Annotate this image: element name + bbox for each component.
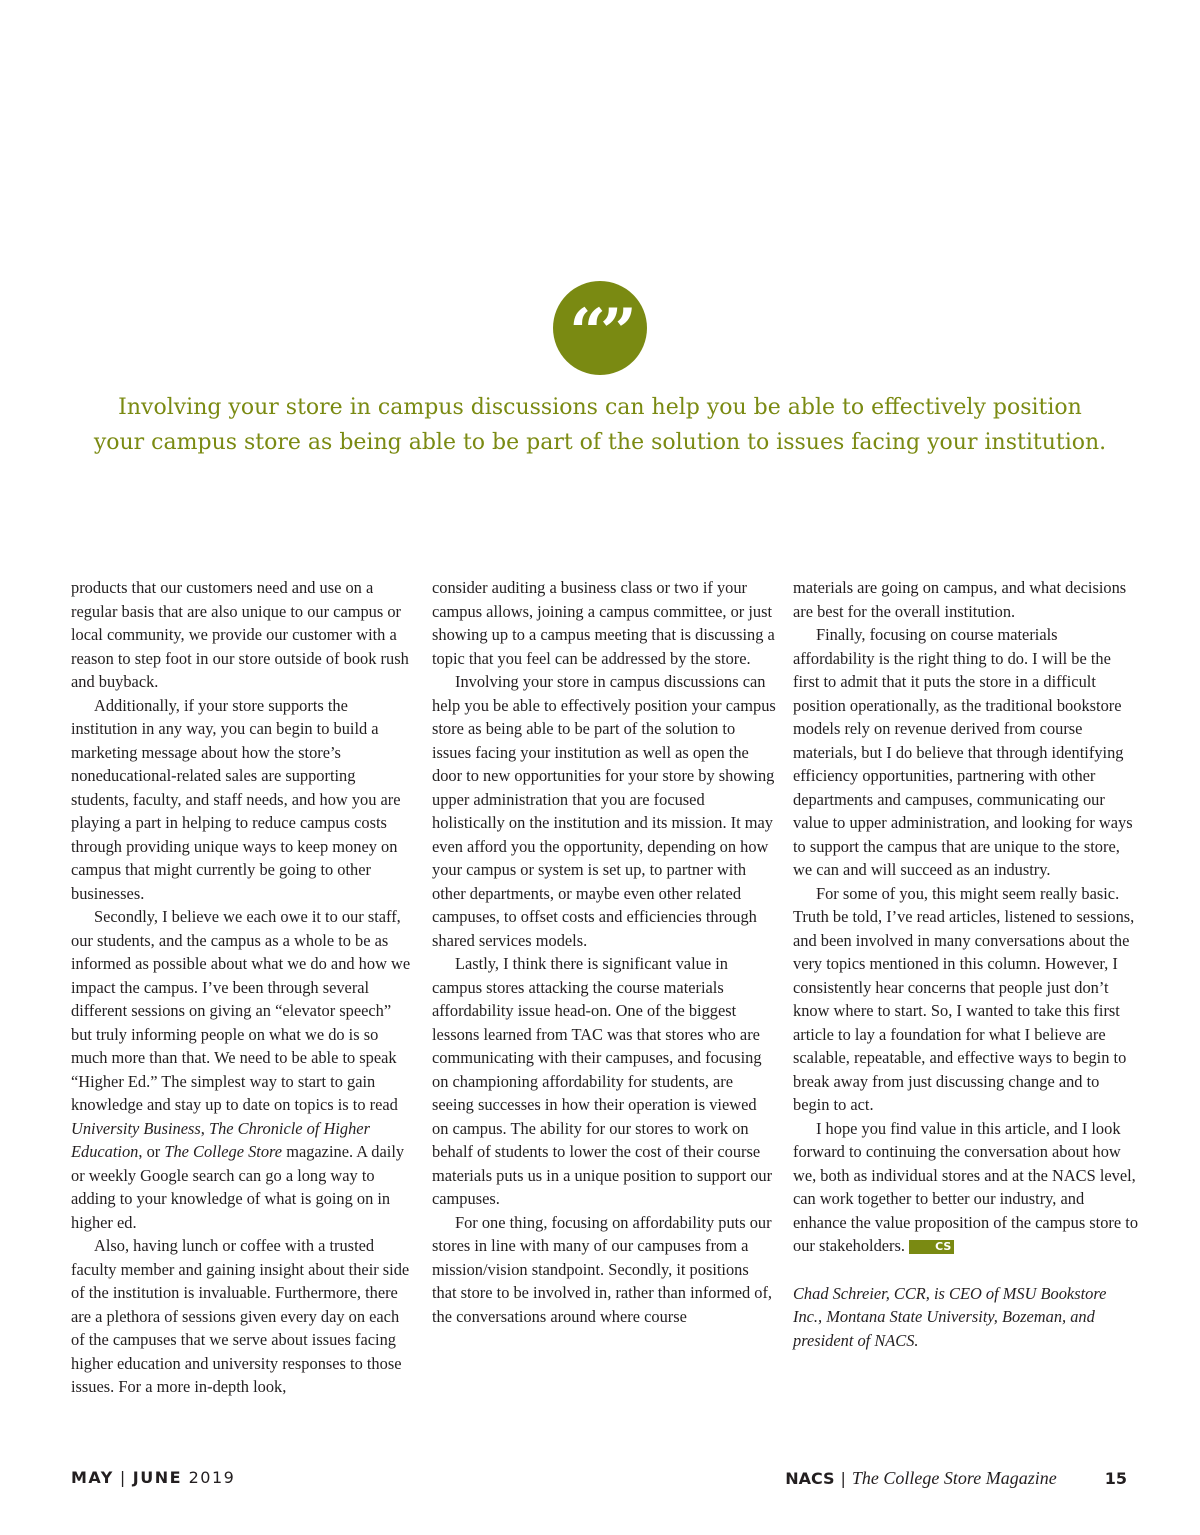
paragraph: products that our customers need and use on a regular basis that are also unique to our campus or local community, we provide our customer with a reason to step foot in our store outside of book rush and buyback. (71, 578, 409, 691)
text-run: magazine. A daily or weekly Google search can go a long way to adding to your knowledge of what is going on in higher ed. (71, 1142, 405, 1232)
paragraph: For one thing, focusing on affordability puts our stores in line with many of our campuses from a mission/vision standpoint. Secondly, it positions that store to be involved in, rather than informed of, the conversations around where course (432, 1212, 773, 1326)
issue-month-1: MAY (71, 1468, 114, 1487)
paragraph: Involving your store in campus discussions can help you be able to effectively position your campus store as being able to be part of the solution to issues facing your institution as well as open the door to new opportunities for your store by showing upper administration that you are focused holistically on the institution and its mission. It may even afford you the opportunity, depending on how your campus or system is set up, to partner with other departments, or maybe even other related campuses, to offset costs and efficiencies through shared services models. (432, 672, 776, 950)
separator: | (840, 1469, 846, 1488)
paragraph: Finally, focusing on course materials affordability is the right thing to do. I will be the first to admit that it puts the store in a difficult position operationally, as the traditional bookstore models rely on revenue derived from course materials, but I do believe that through identifying efficiency opportunities, partnering with other departments and campuses, communicating our value to upper administration, and looking for ways to support the campus that are unique to the store, we can and will succeed as an industry. (793, 625, 1133, 879)
end-mark-badge: CS (909, 1240, 954, 1254)
publication-title: University Business (71, 1118, 201, 1138)
org-name: NACS (785, 1469, 835, 1488)
issue-date (71, 1467, 235, 1489)
paragraph (71, 905, 416, 1234)
article-column-3 (793, 576, 1138, 1352)
article-column-2 (432, 576, 777, 1328)
text-run: I hope you find value in this article, and I look forward to continuing the conversation about how we, both as individual stores and at the NACS level, can work together to better our industry, and enhance the value proposition of the campus store to our stakeholders. (793, 1118, 1139, 1255)
separator: | (119, 1468, 127, 1487)
paragraph: Lastly, I think there is significant value in campus stores attacking the course materials affordability issue head-on. One of the biggest lessons learned from TAC was that stores who are communicating with their campuses, and focusing on championing affordability for students, are seeing successes in how their operation is viewed on campus. The ability for our stores to work on behalf of students to lower the cost of their course materials puts us in a unique position to support our campuses. (432, 954, 773, 1208)
article-column-1 (71, 576, 416, 1399)
issue-month-2: JUNE (132, 1468, 183, 1487)
text-run: , (200, 1118, 209, 1138)
author-bio: Chad Schreier, CCR, is CEO of MSU Bookstore Inc., Montana State University, Bozeman, and president of NACS. (793, 1283, 1107, 1350)
paragraph: Also, having lunch or coffee with a trusted faculty member and gaining insight about their side of the institution is invaluable. Furthermore, there are a plethora of sessions given every day on each of the campuses that we serve about issues facing higher education and university responses to those issues. For a more in-depth look, (71, 1236, 410, 1396)
paragraph: Additionally, if your store supports the institution in any way, you can begin to build a marketing message about how the store’s noneducational-related sales are supporting students, faculty, and staff needs, and how you are playing a part in helping to reduce campus costs through providing unique ways to keep money on campus that might currently be going to other businesses. (71, 695, 401, 903)
pull-quote: Involving your store in campus discussions can help you be able to effectively position your campus store as being able to be part of the solution to issues facing your institution. (93, 395, 1107, 455)
paragraph (793, 1117, 1138, 1258)
quotation-marks-icon: “” (553, 281, 647, 375)
issue-year: 2019 (188, 1468, 236, 1487)
text-run: , or (138, 1142, 165, 1161)
publication-title: The College Store (164, 1142, 283, 1161)
publication-footer (785, 1467, 1127, 1490)
magazine-title: The College Store Magazine (851, 1468, 1057, 1488)
paragraph: consider auditing a business class or two if your campus allows, joining a campus committee, or just showing up to a campus meeting that is discussing a topic that you feel can be addressed by the store. (432, 578, 775, 668)
text-run: Secondly, I believe we each owe it to our staff, our students, and the campus as a whole to be as informed as possible about what we do and how we impact the campus. I’ve been through several different sessions on giving an “elevator speech” but truly informing people on what we do is so much more than that. We need to be able to speak “Higher Ed.” The simplest way to start to gain knowledge and stay up to date on topics is to read (71, 907, 411, 1114)
publication-title: The Chronicle of Higher Education (71, 1118, 370, 1161)
paragraph: materials are going on campus, and what decisions are best for the overall institution. (793, 578, 1127, 621)
paragraph: For some of you, this might seem really basic. Truth be told, I’ve read articles, listened to sessions, and been involved in many conversations about the very topics mentioned in this column. However, I consistently hear concerns that people just don’t know where to start. So, I wanted to take this first article to lay a foundation for what I believe are scalable, repeatable, and effective ways to begin to break away from just discussing change and to begin to act. (793, 883, 1135, 1114)
page-number: 15 (1104, 1469, 1127, 1488)
